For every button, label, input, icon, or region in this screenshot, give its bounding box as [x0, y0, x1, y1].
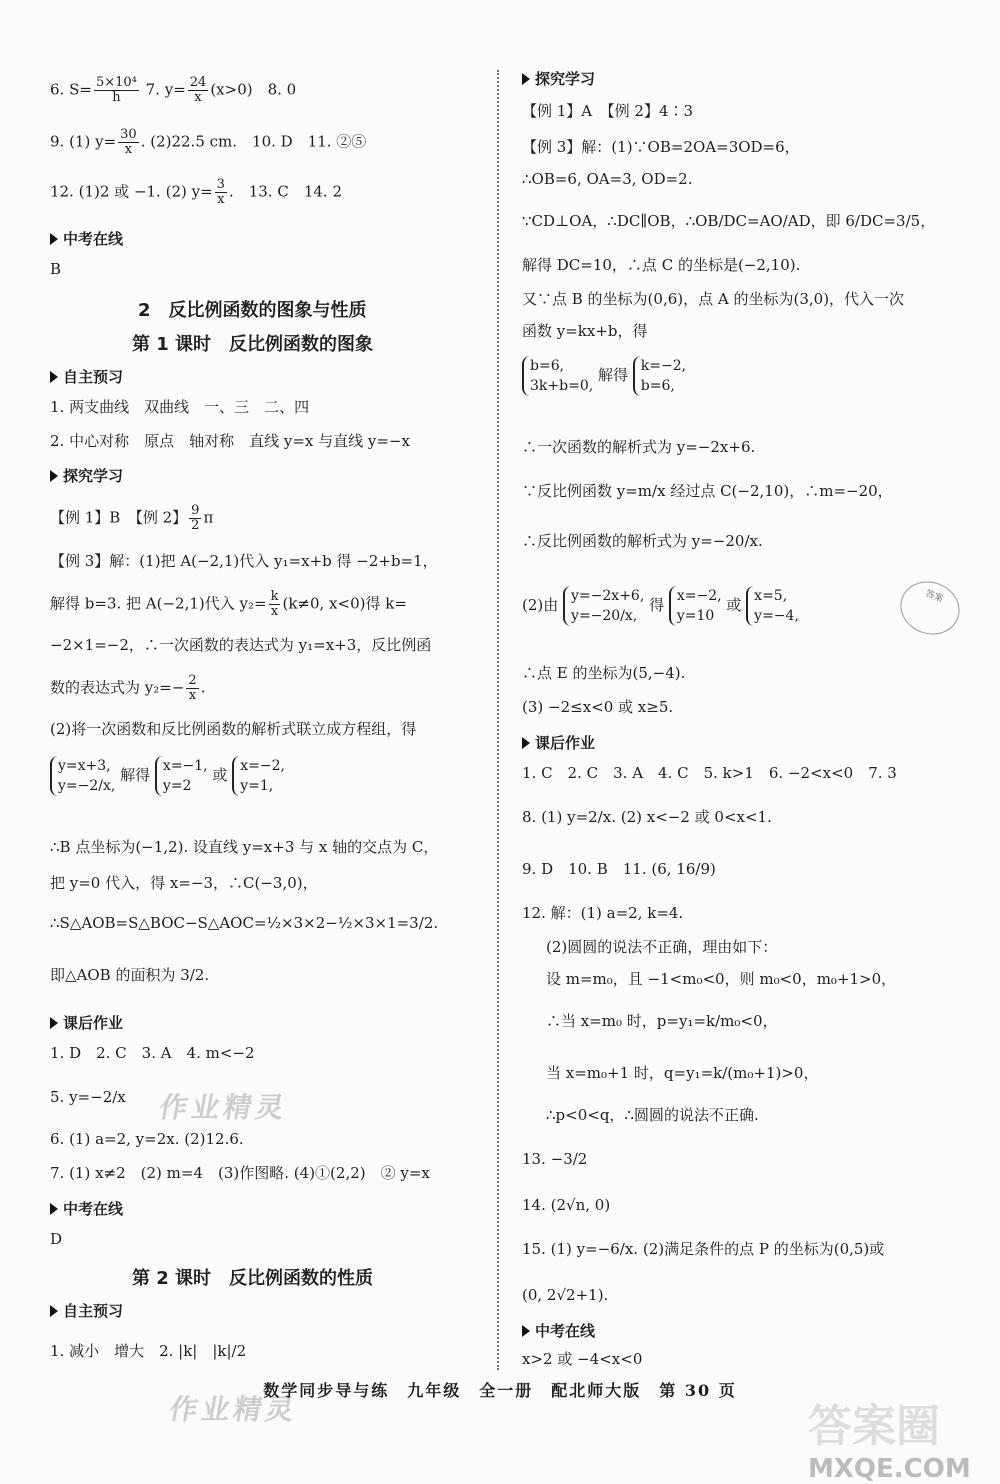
section-heading	[50, 228, 123, 249]
text: 或	[726, 596, 742, 614]
text: π	[203, 508, 214, 527]
text: 7. y=	[145, 80, 186, 99]
answer-line: 8. (1) y=2/x. (2) x<−2 或 0<x<1.	[522, 808, 772, 826]
logo-url: MXQE.COM	[808, 1454, 971, 1484]
answer-line: 把 y=0 代入，得 x=−3，∴C(−3,0)，	[50, 874, 318, 892]
eq: y=x+3,	[58, 758, 111, 774]
text: 数的表达式为 y₂=−	[50, 678, 185, 697]
text: 解得	[120, 766, 151, 784]
answer-line: (0, 2√2+1).	[522, 1286, 609, 1304]
numerator: 30	[120, 127, 137, 142]
text: 6. S=	[50, 80, 92, 99]
numerator: 2	[188, 673, 197, 688]
answer-line: 2. 中心对称 原点 轴对称 直线 y=x 与直线 y=−x	[50, 432, 410, 450]
eq: k=−2,	[640, 358, 687, 374]
answer-line: 1. 减小 增大 2. |k| |k|/2	[50, 1342, 247, 1360]
system-brace	[232, 756, 285, 796]
section-heading	[50, 1300, 123, 1321]
text: . 13. C 14. 2	[228, 182, 342, 201]
watermark: 作业精灵	[156, 1091, 291, 1124]
answer-line: ∴S△AOB=S△BOC−S△AOC=½×3×2−½×3×1=3/2.	[50, 914, 439, 932]
answer-line: ∴点 E 的坐标为(5,−4).	[522, 664, 686, 682]
section-heading	[50, 1198, 123, 1219]
answer-line: 当 x=m₀+1 时，q=y₁=k/(m₀+1)>0，	[546, 1064, 819, 1082]
answer-line: ∴反比例函数的解析式为 y=−20/x.	[522, 532, 763, 550]
answer-line	[50, 504, 213, 533]
lesson-title: 第 2 课时 反比例函数的性质	[132, 1268, 374, 1289]
section-heading	[522, 732, 595, 753]
numerator: 24	[189, 75, 207, 90]
text: 12. (1)2 或 −1. (2) y=	[50, 182, 213, 201]
triangle-icon	[522, 1325, 530, 1337]
answer-line: (3) −2≤x<0 或 x≥5.	[522, 698, 674, 716]
numerator: 9	[191, 503, 200, 518]
answer-line: D	[50, 1230, 63, 1248]
answer-line: ∵反比例函数 y=m/x 经过点 C(−2,10)，∴m=−20，	[522, 482, 893, 500]
answer-line	[50, 590, 407, 619]
answer-line: (2)将一次函数和反比例函数的解析式联立成方程组，得	[50, 720, 417, 738]
triangle-icon	[50, 470, 58, 482]
eq: y=−2/x,	[58, 778, 116, 794]
stamp-icon	[893, 573, 967, 642]
fraction	[94, 76, 139, 105]
lesson-title: 第 1 课时 反比例函数的图象	[132, 334, 374, 355]
eq: b=6,	[640, 378, 675, 394]
heading-label: 中考在线	[535, 1322, 596, 1340]
triangle-icon	[50, 1017, 58, 1029]
eq: y=−20/x,	[571, 608, 638, 624]
answer-line: 15. (1) y=−6/x. (2)满足条件的点 P 的坐标为(0,5)或	[522, 1240, 885, 1258]
system-brace	[155, 756, 208, 796]
answer-line: (2)圆圆的说法不正确，理由如下：	[546, 938, 778, 956]
answer-line: 解得 DC=10，∴点 C 的坐标是(−2,10).	[522, 256, 801, 274]
answer-line: 【例 3】解：(1)∵OB=2OA=3OD=6，	[522, 138, 800, 156]
answer-line: ∴p<0<q，∴圆圆的说法不正确.	[546, 1106, 759, 1124]
triangle-icon	[50, 1203, 58, 1215]
text: 【例 1】B 【例 2】	[50, 508, 188, 527]
denominator: 2	[191, 518, 200, 533]
answer-line: ∴B 点坐标为(−1,2). 设直线 y=x+3 与 x 轴的交点为 C，	[50, 838, 439, 856]
answer-line: ∵CD⊥OA，∴DC∥OB，∴OB/DC=AO/AD，即 6/DC=3/5，	[522, 212, 936, 230]
text: (x>0) 8. 0	[210, 80, 297, 99]
system-brace	[633, 356, 686, 396]
heading-label: 中考在线	[63, 1200, 124, 1218]
denominator: h	[112, 90, 121, 105]
answer-line: 5. y=−2/x	[50, 1088, 126, 1106]
fraction	[189, 504, 201, 533]
equation-system	[50, 756, 285, 796]
triangle-icon	[522, 737, 530, 749]
answer-line: ∴一次函数的解析式为 y=−2x+6.	[522, 438, 756, 456]
numerator: 5×10⁴	[95, 75, 137, 90]
fraction	[215, 178, 227, 207]
numerator: k	[270, 589, 279, 604]
equation-system	[522, 586, 799, 626]
stamp-text: 答案	[923, 588, 945, 605]
section-title: 2 反比例函数的图象与性质	[138, 300, 367, 321]
answer-line: 14. (2√n, 0)	[522, 1196, 611, 1214]
fraction	[118, 128, 139, 157]
heading-label: 自主预习	[63, 368, 124, 386]
section-heading	[50, 465, 123, 486]
answer-line: B	[50, 260, 62, 278]
answer-line: 1. C 2. C 3. A 4. C 5. k>1 6. −2<x<0 7. 3	[522, 764, 897, 782]
answer-line: 【例 1】A 【例 2】4∶3	[522, 102, 694, 120]
triangle-icon	[50, 1305, 58, 1317]
heading-label: 自主预习	[63, 1302, 124, 1320]
answer-line: 设 m=m₀，且 −1<m₀<0，则 m₀<0，m₀+1>0，	[546, 970, 897, 988]
heading-label: 探究学习	[63, 467, 124, 485]
triangle-icon	[522, 73, 530, 85]
text: 解得	[597, 366, 628, 384]
denominator: x	[188, 688, 197, 703]
logo-text: 答案圈	[808, 1401, 940, 1452]
section-heading	[522, 68, 595, 89]
text: 得	[649, 596, 665, 614]
eq: 3k+b=0,	[530, 378, 594, 394]
system-brace	[522, 356, 593, 396]
eq: y=2	[162, 778, 192, 794]
eq: y=1,	[240, 778, 274, 794]
watermark: 作业精灵	[166, 1393, 301, 1426]
eq: y=−2x+6,	[571, 588, 645, 604]
fraction	[269, 590, 281, 619]
eq: y=−4,	[754, 608, 799, 624]
section-heading	[522, 1320, 595, 1341]
answer-line	[50, 178, 342, 207]
site-logo	[808, 1390, 971, 1484]
section-heading	[50, 366, 123, 387]
eq: x=−2,	[676, 588, 722, 604]
answer-line: 即△AOB 的面积为 3/2.	[50, 966, 210, 984]
system-brace	[669, 586, 722, 626]
denominator: x	[124, 142, 133, 157]
eq: x=−1,	[162, 758, 208, 774]
text: 或	[212, 766, 228, 784]
fraction	[188, 76, 209, 105]
system-brace	[50, 756, 115, 796]
answer-line: 13. −3/2	[522, 1150, 588, 1168]
column-divider	[497, 70, 499, 1370]
heading-label: 中考在线	[63, 230, 124, 248]
answer-line: −2×1=−2，∴一次函数的表达式为 y₁=x+3，反比例函	[50, 636, 432, 654]
answer-line: 又∵点 B 的坐标为(0,6)，点 A 的坐标为(3,0)，代入一次	[522, 290, 905, 308]
system-brace	[563, 586, 644, 626]
heading-label: 探究学习	[535, 70, 596, 88]
system-brace	[746, 586, 799, 626]
heading-label: 课后作业	[63, 1014, 124, 1032]
answer-line: 【例 3】解：(1)把 A(−2,1)代入 y₁=x+b 得 −2+b=1，	[50, 552, 438, 570]
answer-line: 1. 两支曲线 双曲线 一、三 二、四	[50, 398, 310, 416]
page-footer: 数学同步导与练 九年级 全一册 配北师大版 第 30 页	[263, 1381, 737, 1400]
answer-line: ∴OB=6, OA=3, OD=2.	[522, 170, 693, 188]
section-heading	[50, 1012, 123, 1033]
answer-line: 6. (1) a=2, y=2x. (2)12.6.	[50, 1130, 244, 1148]
denominator: x	[194, 90, 202, 105]
eq: y=10	[676, 608, 715, 624]
answer-line	[50, 128, 366, 157]
denominator: x	[217, 192, 225, 207]
answer-line: 1. D 2. C 3. A 4. m<−2	[50, 1044, 255, 1062]
eq: x=−2,	[240, 758, 285, 774]
answer-line	[50, 76, 296, 105]
numerator: 3	[216, 177, 225, 192]
text: . (2)22.5 cm. 10. D 11. ②⑤	[140, 132, 367, 151]
text: 解得 b=3. 把 A(−2,1)代入 y₂=	[50, 594, 267, 613]
answer-line: 12. 解：(1) a=2, k=4.	[522, 904, 684, 922]
text: (2)由	[522, 596, 559, 614]
fraction	[186, 674, 198, 703]
equation-system	[522, 356, 686, 396]
text: (k≠0, x<0)得 k=	[282, 594, 407, 613]
denominator: x	[270, 604, 279, 619]
answer-line: ∴当 x=m₀ 时，p=y₁=k/m₀<0，	[546, 1012, 778, 1030]
triangle-icon	[50, 233, 58, 245]
answer-line: x>2 或 −4<x<0	[522, 1350, 643, 1368]
heading-label: 课后作业	[535, 734, 596, 752]
eq: b=6,	[530, 358, 565, 374]
triangle-icon	[50, 371, 58, 383]
answer-line: 函数 y=kx+b，得	[522, 322, 648, 340]
text: 9. (1) y=	[50, 132, 117, 151]
answer-line: 9. D 10. B 11. (6, 16/9)	[522, 860, 716, 878]
eq: x=5,	[754, 588, 788, 604]
answer-line: 7. (1) x≠2 (2) m=4 (3)作图略. (4)①(2,2) ② y=x	[50, 1164, 430, 1182]
answer-line: 数的表达式为 y₂=− $\frac{2}{x}$ .	[50, 673, 206, 703]
